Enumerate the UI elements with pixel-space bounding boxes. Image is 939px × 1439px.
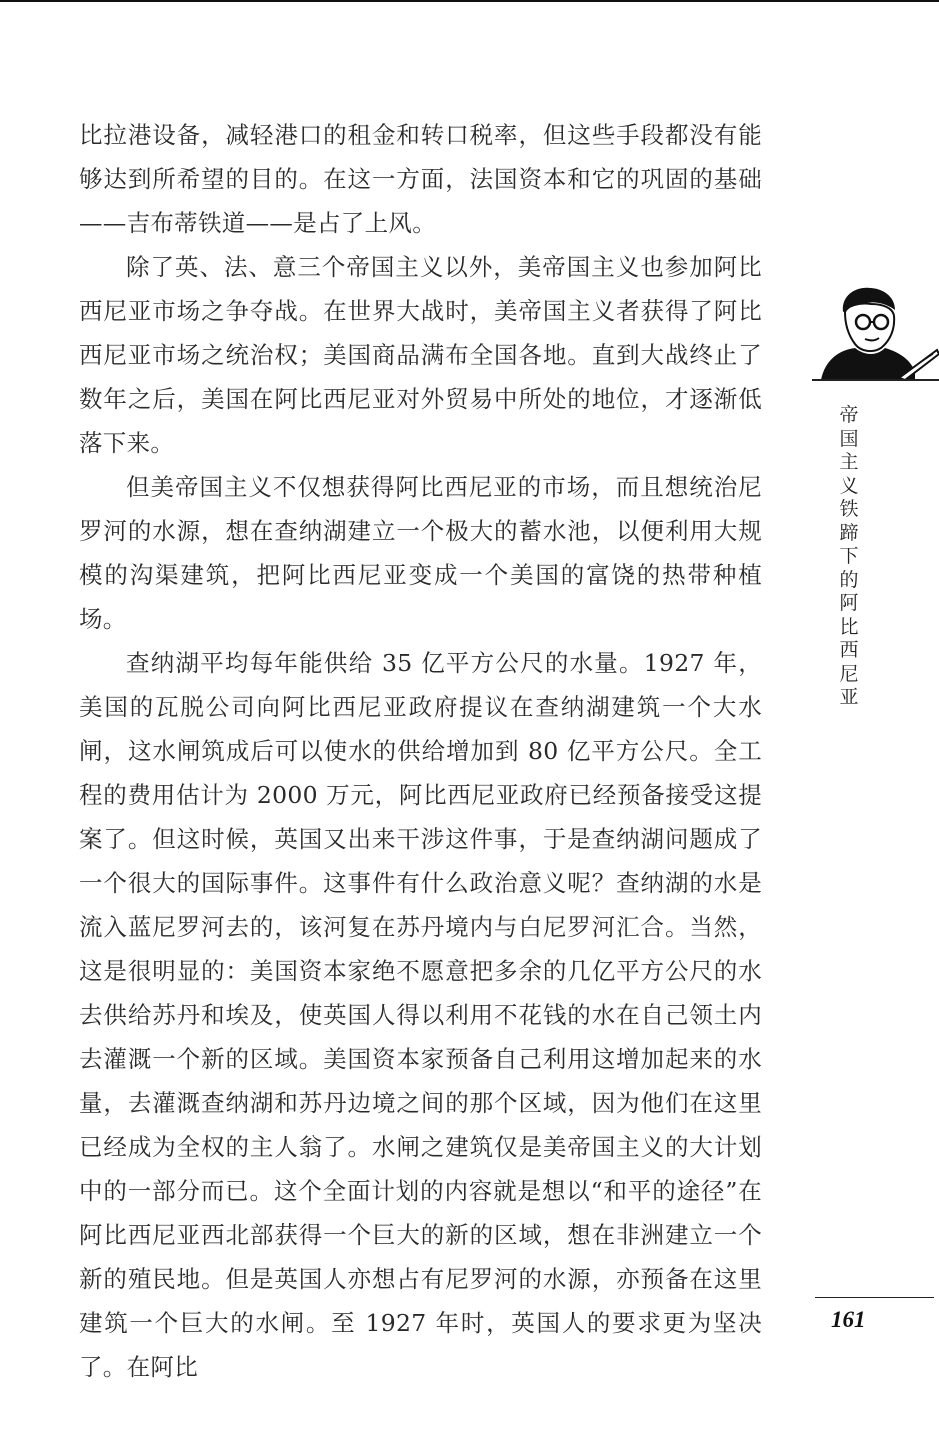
paragraph-4: 查纳湖平均每年能供给 35 亿平方公尺的水量。1927 年，美国的瓦脱公司向阿比西尼亚政府提议在查纳湖建筑一个大水闸，这水闸筑成后可以使水的供给增加到 80 亿平方公尺。全工程的费用估计为 2000 万元，阿比西尼亚政府已经预备接受这提案了。但这时候，英国又出来干涉这件事，于是查纳湖问题成了一个很大的国际事件。这事件有什么政治意义呢？查纳湖的水是流入蓝尼罗河去的，该河复在苏丹境内与白尼罗河汇合。当然，这是很明显的：美国资本家绝不愿意把多余的几亿平方公尺的水去供给苏丹和埃及，使英国人得以利用不花钱的水在自己领土内去灌溉一个新的区域。美国资本家预备自己利用这增加起来的水量，去灌溉查纳湖和苏丹边境之间的那个区域，因为他们在这里已经成为全权的主人翁了。水闸之建筑仅是美帝国主义的大计划中的一部分而已。这个全面计划的内容就是想以“和平的途径”在阿比西尼亚西北部获得一个巨大的新的区域，想在非洲建立一个新的殖民地。但是英国人亦想占有尼罗河的水源，亦预备在这里建筑一个巨大的水闸。至 1927 年时，英国人的要求更为坚决了。在阿比 <box>79 649 762 1381</box>
running-title: 帝国主义铁蹄下的阿比西尼亚 <box>839 404 859 708</box>
paragraph-2: 除了英、法、意三个帝国主义以外，美帝国主义也参加阿比西尼亚市场之争夺战。在世界大战时，美帝国主义者获得了阿比西尼亚市场之统治权；美国商品满布全国各地。直到大战终止了数年之后，美国在阿比西尼亚对外贸易中所处的地位，才逐渐低落下来。 <box>79 253 762 457</box>
page-number: 161 <box>831 1307 866 1332</box>
portrait-coat <box>821 348 915 380</box>
page-body <box>79 113 762 1389</box>
paragraph-1: 比拉港设备，减轻港口的租金和转口税率，但这些手段都没有能够达到所希望的目的。在这一方面，法国资本和它的巩固的基础——吉布蒂铁道——是占了上风。 <box>79 121 762 237</box>
top-rule <box>0 0 939 2</box>
sidebar-rule <box>812 379 939 381</box>
author-portrait-illustration <box>815 282 939 384</box>
page-number-rule <box>815 1297 934 1298</box>
paragraph-3: 但美帝国主义不仅想获得阿比西尼亚的市场，而且想统治尼罗河的水源，想在查纳湖建立一个极大的蓄水池，以便利用大规模的沟渠建筑，把阿比西尼亚变成一个美国的富饶的热带种植场。 <box>79 473 762 633</box>
